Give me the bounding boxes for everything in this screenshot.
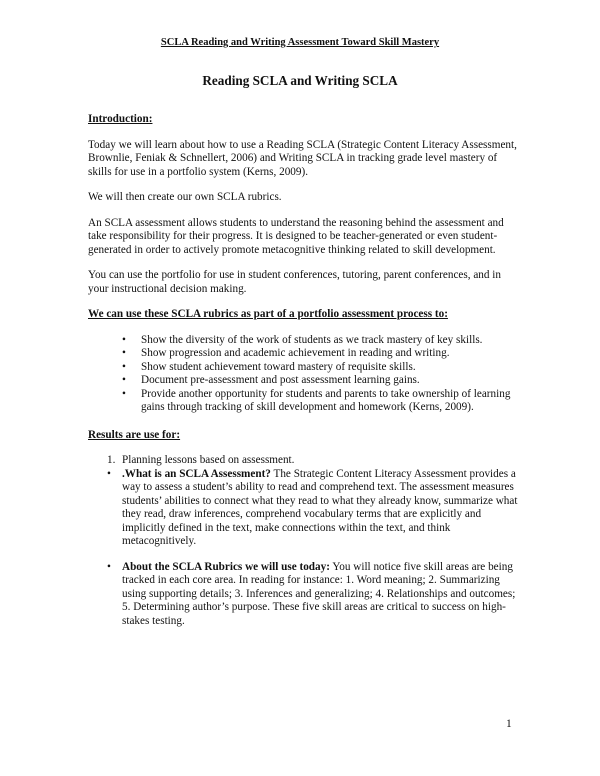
results-list-continued [88, 561, 518, 629]
list-item: • Show the diversity of the work of students as we track mastery of key skills. [122, 333, 483, 346]
list-item: • .What is an SCLA Assessment? The Strategic Content Literacy Assessment provides a way to assess a student’s ability to read and comprehend text. The assessment measures students’ abilities to connect what they read to what they already know, summarize what they read, draw inferences, comprehend vocabulary terms that are explicitly and implicitly defined in the text, make connections within the text, and think metacognitively. [107, 467, 518, 547]
results-list [88, 454, 518, 549]
bullet-marker: • [107, 560, 111, 573]
document-title: Reading SCLA and Writing SCLA [202, 73, 398, 88]
running-header: SCLA Reading and Writing Assessment Toward Skill Mastery [160, 37, 440, 48]
bullet-marker: • [107, 467, 111, 480]
item-lead: .What is an SCLA Assessment? [122, 467, 271, 480]
intro-paragraph-3: An SCLA assessment allows students to understand the reasoning behind the assessment and take responsibility for their progress. It is designed to be teacher-generated or even student-generated in order to actively promote metacognitive thinking related to skill development. [88, 216, 504, 256]
page-number: 1 [506, 718, 512, 730]
intro-paragraph-4: You can use the portfolio for use in student conferences, tutoring, parent conferences, and in your instructional decision making. [88, 269, 501, 295]
bullet-marker: • [122, 347, 126, 359]
intro-heading: Introduction: [88, 113, 153, 125]
intro-paragraph-2: We will then create our own SCLA rubrics. [88, 191, 282, 203]
list-item: • Show progression and academic achievement in reading and writing. [122, 347, 450, 359]
list-item: • About the SCLA Rubrics we will use today: You will notice five skill areas are being tracked in each core area. In reading for instance: 1. Word meaning; 2. Summarizing using supporting details; 3. Inferences and generalizing; 4. Relationships and outcomes; 5. Determining author’s purpose. These five skill areas are critical to success on high-stakes testing. [107, 560, 516, 627]
portfolio-list [88, 334, 518, 415]
intro-paragraph-1: Today we will learn about how to use a Reading SCLA (Strategic Content Literacy Assessment, Brownlie, Feniak & Schnellert, 2006) and Writing SCLA in tracking grade level mastery of skills for use in a portfolio system (Kerns, 2009). [88, 138, 517, 178]
list-item: • Provide another opportunity for students and parents to take ownership of learning gains through tracking of skill development and homework (Kerns, 2009). [122, 387, 511, 413]
list-item: • Show student achievement toward mastery of requisite skills. [122, 360, 416, 373]
list-item: • Document pre-assessment and post assessment learning gains. [122, 374, 420, 386]
portfolio-heading: We can use these SCLA rubrics as part of a portfolio assessment process to: [88, 308, 448, 320]
bullet-marker: • [122, 360, 126, 373]
bullet-marker: • [122, 333, 126, 346]
number-marker: 1. [107, 454, 116, 466]
item-lead: About the SCLA Rubrics we will use today: [122, 560, 330, 573]
list-item: 1. Planning lessons based on assessment. [107, 454, 295, 466]
document-body [88, 113, 518, 628]
results-heading: Results are use for: [88, 428, 181, 441]
bullet-marker: • [122, 374, 126, 386]
bullet-marker: • [122, 387, 126, 400]
